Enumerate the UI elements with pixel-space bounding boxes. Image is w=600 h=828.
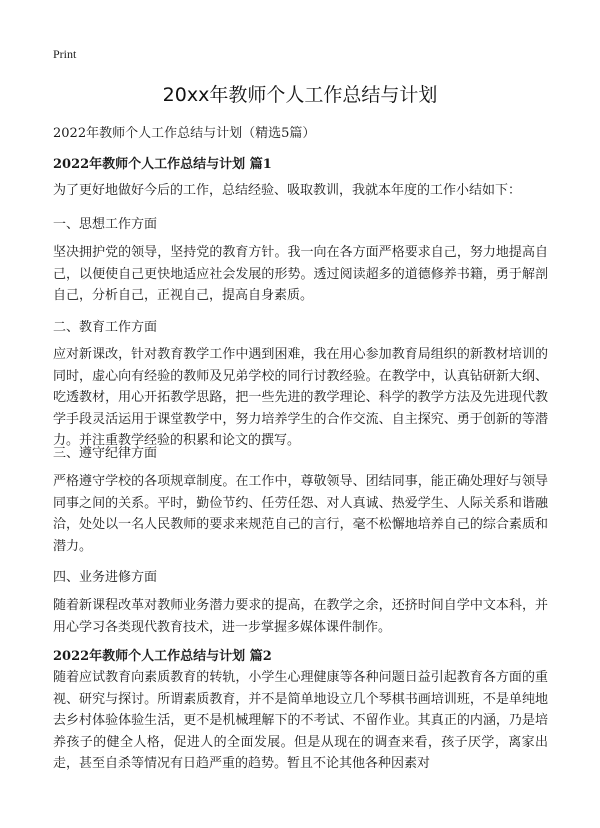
article-intro: 随着应试教育向素质教育的转轨，小学生心理健康等各种问题日益引起教育各方面的重视、研究与探讨。所谓素质教育，并不是简单地设立几个琴棋书画培训班，不是单纯地去乡村体验体验生活，更不是机械理解下的不考试、不留作业。其真正的内涵，乃是培养孩子的健全人格，促进人的全面发展。但是从现在的调查来看，孩子厌学，离家出走，甚至自杀等情况有日趋严重的趋势。暂且不论其他各种因素对 [53, 670, 548, 771]
section-body: 坚决拥护党的领导，坚持党的教育方针。我一向在各方面严格要求自己，努力地提高自己，以便使自己更快地适应社会发展的形势。透过阅读超多的道德修养书籍，勇于解剖自己，分析自己，正视自己，提高自身素质。 [53, 245, 548, 303]
section-title: 二、教育工作方面 [53, 320, 158, 335]
section-body: 严格遵守学校的各项规章制度。在工作中，尊敬领导、团结同事，能正确处理好与领导同事之间的关系。平时，勤俭节约、任劳任怨、对人真诚、热爱学生、人际关系和谐融洽，处处以一名人民教师的要求来规范自己的言行，毫不松懈地培养自己的综合素质和潜力。 [53, 474, 548, 554]
article-heading: 2022年教师个人工作总结与计划 篇2 [53, 649, 272, 664]
section-title: 三、遵守纪律方面 [53, 446, 158, 461]
document-subtitle: 2022年教师个人工作总结与计划（精选5篇） [53, 126, 316, 141]
section-body: 随着新课程改革对教师业务潜力要求的提高，在教学之余，还挤时间自学中文本科，并用心学习各类现代教育技术，进一步掌握多媒体课件制作。 [53, 598, 548, 635]
print-link[interactable]: Print [53, 47, 77, 61]
section-body: 应对新课改，针对教育教学工作中遇到困难，我在用心参加教育局组织的新教材培训的同时，虚心向有经验的教师及兄弟学校的同行讨教经验。在教学中，认真钻研新大纲、吃透教材，用心开拓教学思路，把一些先进的教学理论、科学的教学方法及先进现代教学手段灵活运用于课堂教学中，努力培养学生的合作交流、自主探究、勇于创新的等潜力。并注重教学经验的积累和论文的撰写。 [53, 347, 548, 448]
section-title: 四、业务进修方面 [53, 570, 158, 585]
section-title: 一、思想工作方面 [53, 217, 158, 232]
article-heading: 2022年教师个人工作总结与计划 篇1 [53, 157, 272, 172]
document-title: 20xx年教师个人工作总结与计划 [162, 84, 438, 106]
article-intro: 为了更好地做好今后的工作，总结经验、吸取教训，我就本年度的工作小结如下： [53, 183, 522, 198]
